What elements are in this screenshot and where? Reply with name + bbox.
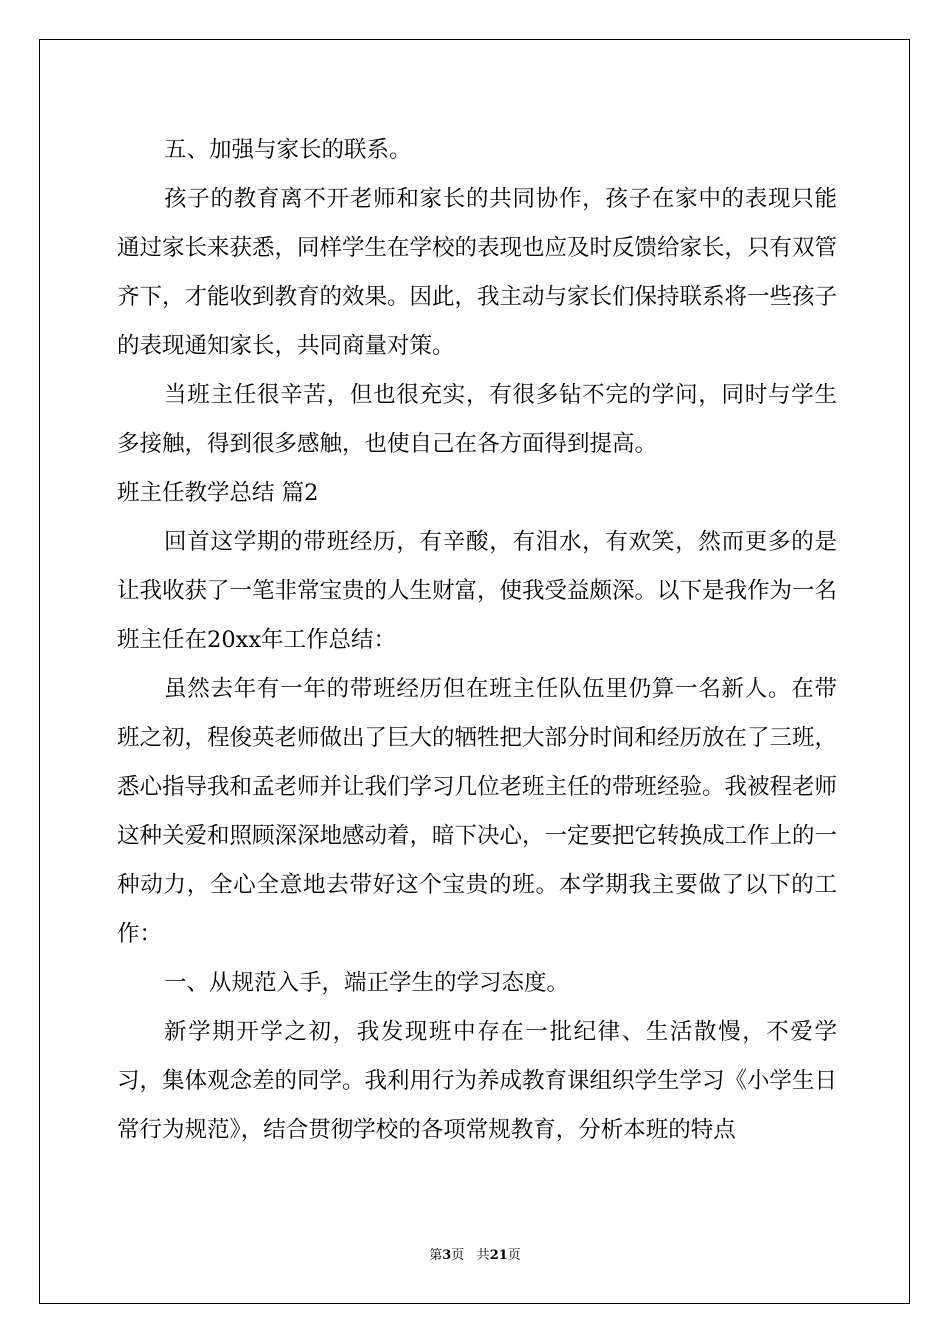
footer-total-suffix: 页 (507, 1248, 521, 1263)
paragraph-6: 一、从规范入手，端正学生的学习态度。 (164, 970, 570, 996)
section-heading: 班主任教学总结 篇2 (117, 480, 319, 506)
paragraph-4: 回首这学期的带班经历，有辛酸，有泪水，有欢笑，然而更多的是让我收获了一笔非常宝贵的人生财富，使我受益颇深。以下是我作为一名班主任在20xx年工作总结： (117, 529, 838, 653)
paragraph-7: 新学期开学之初，我发现班中存在一批纪律、生活散慢，不爱学习，集体观念差的同学。我利用行为养成教育课组织学生学习《小学生日常行为规范》，结合贯彻学校的各项常规教育，分析本班的特点 (117, 1019, 838, 1143)
paragraph-1: 五、加强与家长的联系。 (164, 137, 412, 163)
paragraph-5: 虽然去年有一年的带班经历但在班主任队伍里仍算一名新人。在带班之初，程俊英老师做出了巨大的牺牲把大部分时间和经历放在了三班，悉心指导我和孟老师并让我们学习几位老班主任的带班经验。我被程老师这种关爱和照顾深深地感动着，暗下决心，一定要把它转换成工作上的一种动力，全心全意地去带好这个宝贵的班。本学期我主要做了以下的工作： (117, 676, 838, 947)
footer-page-number: 3 (442, 1248, 452, 1263)
footer-total-prefix: 共 (476, 1248, 490, 1263)
footer-page-suffix: 页 (451, 1248, 465, 1263)
footer-page-prefix: 第 (429, 1248, 443, 1263)
paragraph-3: 当班主任很辛苦，但也很充实，有很多钻不完的学问，同时与学生多接触，得到很多感触，也使自己在各方面得到提高。 (117, 382, 837, 457)
paragraph-2: 孩子的教育离不开老师和家长的共同协作，孩子在家中的表现只能通过家长来获悉，同样学生在学校的表现也应及时反馈给家长，只有双管齐下，才能收到教育的效果。因此，我主动与家长们保持联系将一些孩子的表现通知家长，共同商量对策。 (117, 186, 838, 359)
footer-total-pages: 21 (489, 1248, 508, 1263)
document-body (117, 126, 837, 1155)
page-footer (0, 1244, 950, 1263)
